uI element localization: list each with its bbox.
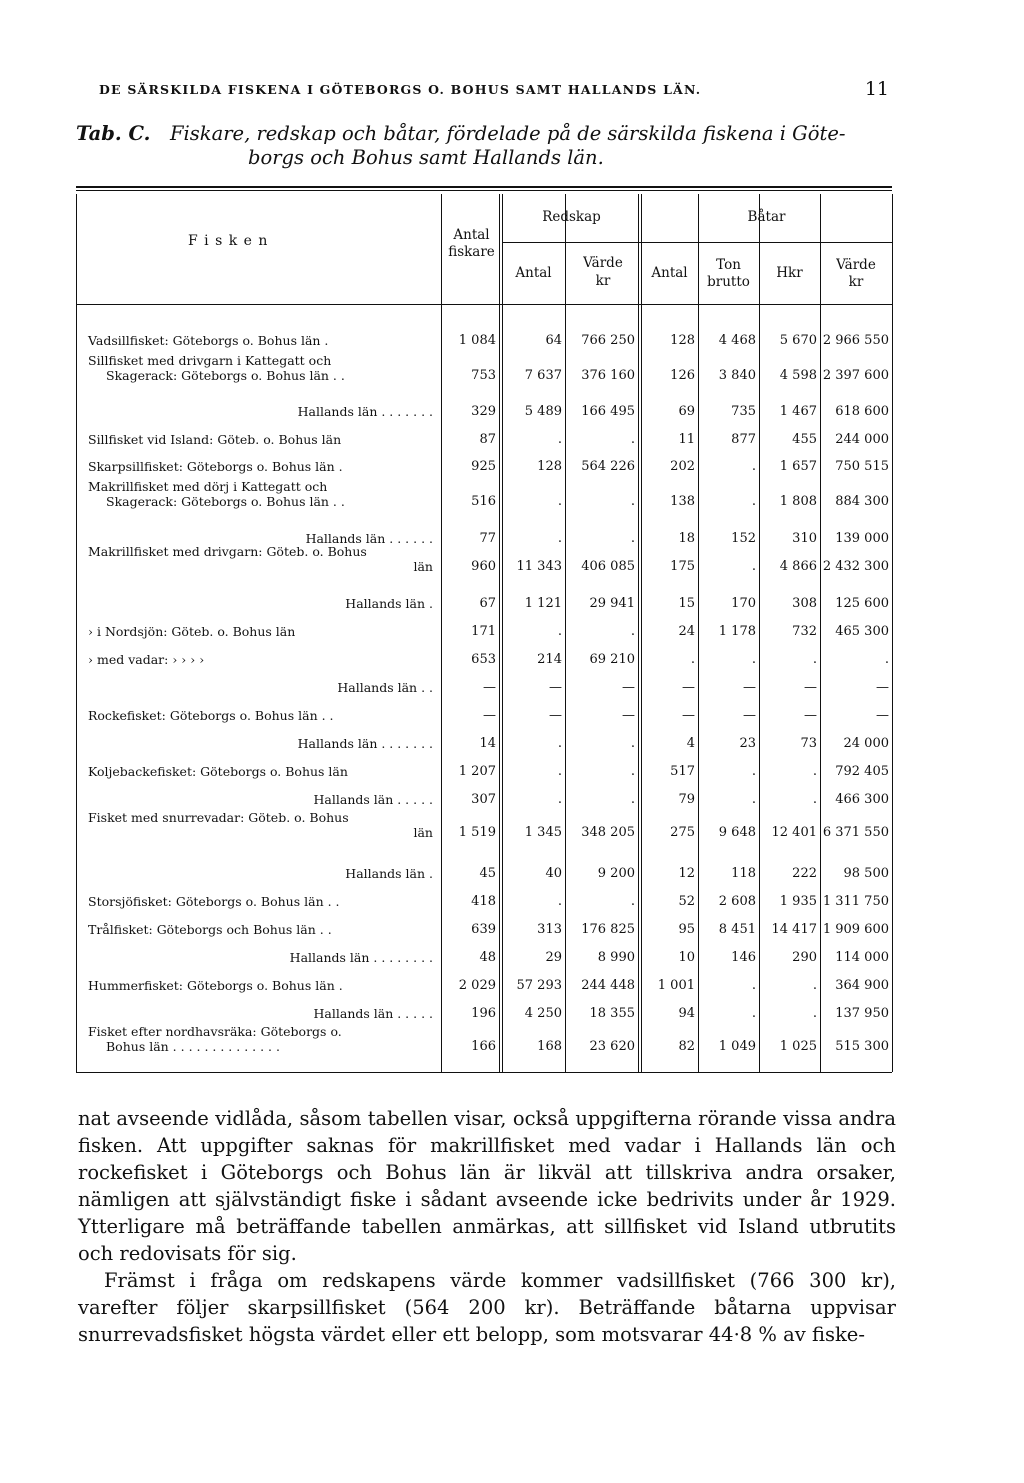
table-cell: 1 467 — [779, 404, 817, 419]
table-cell: 348 205 — [581, 825, 635, 840]
table-cell: 1 121 — [524, 596, 562, 611]
table-cell: 466 300 — [835, 792, 889, 807]
table-cell: 118 — [731, 866, 756, 881]
table-cell: 4 468 — [718, 333, 756, 348]
table-cell: 73 — [800, 736, 817, 751]
table-cell: 1 345 — [524, 825, 562, 840]
header-batar-varde-1: Värde — [836, 257, 876, 273]
table-cell: — — [483, 680, 496, 695]
row-label: Koljebackefisket: Göteborgs o. Bohus län — [88, 764, 348, 779]
column-rule — [76, 194, 77, 1072]
row-label: Hallands län . . . . . — [313, 1006, 433, 1021]
table-cell: 87 — [479, 432, 496, 447]
column-rule-double — [499, 194, 500, 1072]
table-cell: 29 — [545, 950, 562, 965]
header-redskap: Redskap — [542, 209, 601, 225]
table-cell: 406 085 — [581, 559, 635, 574]
table-label: Tab. C. — [76, 122, 151, 145]
table-cell: 960 — [471, 559, 496, 574]
row-label: Hallands län . — [345, 866, 433, 881]
table-cell: . — [630, 432, 635, 447]
table-cell: . — [812, 978, 817, 993]
table-cell: . — [557, 764, 562, 779]
table-cell: . — [557, 432, 562, 447]
row-label: Skagerack: Göteborgs o. Bohus län . . — [106, 368, 345, 383]
table-cell: 23 — [739, 736, 756, 751]
table-cell: 516 — [471, 494, 496, 509]
table-cell: 376 160 — [581, 368, 635, 383]
table-cell: . — [557, 792, 562, 807]
table-cell: . — [557, 736, 562, 751]
table-cell: 1 909 600 — [822, 922, 889, 937]
header-antal-fiskare-1: Antal — [453, 227, 490, 243]
row-label: Skarpsillfisket: Göteborgs o. Bohus län . — [88, 459, 343, 474]
table-cell: 884 300 — [835, 494, 889, 509]
table-cell: 5 670 — [779, 333, 817, 348]
table-cell: 1 311 750 — [822, 894, 889, 909]
table-cell: 69 — [678, 404, 695, 419]
table-cell: 1 207 — [458, 764, 496, 779]
table-cell: 166 — [471, 1039, 496, 1054]
header-antal-fiskare-2: fiskare — [448, 244, 495, 260]
row-label: Hallands län . . . . . . . — [297, 736, 433, 751]
table-cell: 202 — [670, 459, 695, 474]
table-top-rule-2 — [76, 190, 892, 191]
table-cell: 329 — [471, 404, 496, 419]
caption-line-2: borgs och Bohus samt Hallands län. — [248, 146, 604, 169]
row-label: Vadsillfisket: Göteborgs o. Bohus län . — [88, 333, 329, 348]
table-cell: 2 397 600 — [822, 368, 889, 383]
table-cell: 18 — [678, 531, 695, 546]
batar-span-rule — [641, 242, 892, 243]
table-cell: . — [751, 652, 756, 667]
table-cell: 171 — [471, 624, 496, 639]
table-top-rule — [76, 186, 892, 188]
table-cell: 69 210 — [589, 652, 635, 667]
row-label: Storsjöfisket: Göteborgs o. Bohus län . . — [88, 894, 340, 909]
table-cell: 10 — [678, 950, 695, 965]
table-cell: . — [812, 1006, 817, 1021]
table-cell: 12 — [678, 866, 695, 881]
table-cell: . — [557, 894, 562, 909]
table-cell: . — [557, 624, 562, 639]
table-cell: 2 029 — [458, 978, 496, 993]
table-cell: 1 808 — [779, 494, 817, 509]
table-cell: — — [622, 708, 635, 723]
redskap-span-rule — [502, 242, 641, 243]
row-label: Makrillfisket med drivgarn: Göteb. o. Bohus — [88, 544, 367, 559]
row-label: Makrillfisket med dörj i Kattegatt och — [88, 479, 328, 494]
header-redskap-varde-2: kr — [595, 273, 611, 289]
table-cell: 137 950 — [835, 1006, 889, 1021]
table-cell: 418 — [471, 894, 496, 909]
table-cell: 2 608 — [718, 894, 756, 909]
table-cell: 735 — [731, 404, 756, 419]
page-number: 11 — [864, 78, 889, 100]
table-cell: 48 — [479, 950, 496, 965]
table-cell: 1 178 — [718, 624, 756, 639]
table-cell: 168 — [537, 1039, 562, 1054]
table-cell: 6 371 550 — [822, 825, 889, 840]
table-cell: 364 900 — [835, 978, 889, 993]
table-cell: 877 — [731, 432, 756, 447]
table-cell: 244 448 — [581, 978, 635, 993]
table-cell: — — [804, 680, 817, 695]
table-cell: 138 — [670, 494, 695, 509]
table-cell: — — [622, 680, 635, 695]
table-cell: — — [549, 680, 562, 695]
table-cell: 564 226 — [581, 459, 635, 474]
table-cell: 8 990 — [597, 950, 635, 965]
header-batar-varde-2: kr — [848, 274, 864, 290]
table-cell: 4 598 — [779, 368, 817, 383]
table-cell: . — [751, 978, 756, 993]
row-label: Fisket med snurrevadar: Göteb. o. Bohus — [88, 810, 349, 825]
table-cell: . — [630, 531, 635, 546]
table-cell: . — [630, 736, 635, 751]
running-head-title: DE SÄRSKILDA FISKENA I GÖTEBORGS O. BOHUS SAMT HALLANDS LÄN. — [99, 82, 702, 97]
table-cell: 139 000 — [835, 531, 889, 546]
table-cell: . — [630, 764, 635, 779]
table-cell: . — [690, 652, 695, 667]
table-cell: 4 — [686, 736, 695, 751]
table-cell: 925 — [471, 459, 496, 474]
table-cell: 79 — [678, 792, 695, 807]
table-caption — [76, 122, 896, 170]
table-cell: 125 600 — [835, 596, 889, 611]
table-cell: 166 495 — [581, 404, 635, 419]
table-cell: 1 657 — [779, 459, 817, 474]
table-cell: . — [884, 652, 889, 667]
table-cell: 4 250 — [524, 1006, 562, 1021]
table-cell: 8 451 — [718, 922, 756, 937]
statistics-table — [76, 186, 892, 1074]
table-cell: 11 343 — [516, 559, 562, 574]
row-label: Hallands län . . . . . . — [305, 531, 433, 546]
table-cell: 275 — [670, 825, 695, 840]
table-cell: 766 250 — [581, 333, 635, 348]
caption-line-1: Fiskare, redskap och båtar, fördelade på de särskilda fiskena i Göte- — [170, 122, 846, 145]
table-cell: 9 648 — [718, 825, 756, 840]
table-cell: 128 — [537, 459, 562, 474]
row-label: Sillfisket med drivgarn i Kattegatt och — [88, 353, 332, 368]
table-cell: 175 — [670, 559, 695, 574]
body-text — [78, 1105, 896, 1348]
table-cell: 196 — [471, 1006, 496, 1021]
table-cell: 9 200 — [597, 866, 635, 881]
table-cell: — — [876, 708, 889, 723]
paragraph-1: nat avseende vidlåda, såsom tabellen visar, också uppgifterna rörande vissa andra fisken. Att uppgifter saknas för makrillfisket med vadar i Hallands län och rockefisket i Göteborgs och Bohus län är likväl att tillskriva andra orsaker, nämligen att självständigt fiske i sådant avseende icke bedrivits under år 1929. Ytterligare må beträffande tabellen anmärkas, att sillfisket vid Island utbrutits och redovisats för sig. — [78, 1107, 896, 1265]
table-cell: 222 — [792, 866, 817, 881]
table-cell: 176 825 — [581, 922, 635, 937]
header-ton-brutto-1: Ton — [716, 257, 741, 273]
table-cell: 64 — [545, 333, 562, 348]
table-cell: . — [751, 764, 756, 779]
table-cell: — — [804, 708, 817, 723]
table-cell: 5 489 — [524, 404, 562, 419]
row-label: Trålfisket: Göteborgs och Bohus län . . — [88, 922, 332, 937]
header-fisken: F i s k e n — [188, 233, 269, 249]
table-cell: — — [743, 708, 756, 723]
table-cell: 290 — [792, 950, 817, 965]
table-cell: . — [630, 624, 635, 639]
column-rule-double — [638, 194, 639, 1072]
table-cell: . — [812, 652, 817, 667]
table-cell: . — [751, 459, 756, 474]
table-cell: 18 355 — [589, 1006, 635, 1021]
row-label: Hallands län . . — [337, 680, 433, 695]
header-batar-antal: Antal — [651, 265, 688, 281]
row-label: Sillfisket vid Island: Göteb. o. Bohus län — [88, 432, 342, 447]
table-cell: . — [630, 792, 635, 807]
table-cell: 45 — [479, 866, 496, 881]
table-cell: 4 866 — [779, 559, 817, 574]
table-cell: 465 300 — [835, 624, 889, 639]
table-cell: 152 — [731, 531, 756, 546]
table-cell: 455 — [792, 432, 817, 447]
header-batar: Båtar — [747, 209, 786, 225]
row-label: Hallands län . . . . . — [313, 792, 433, 807]
table-cell: 94 — [678, 1006, 695, 1021]
row-label: län — [413, 825, 433, 840]
row-label: Hallands län . . . . . . . . — [289, 950, 433, 965]
table-cell: 15 — [678, 596, 695, 611]
table-cell: 517 — [670, 764, 695, 779]
table-cell: 7 637 — [524, 368, 562, 383]
table-cell: 244 000 — [835, 432, 889, 447]
table-cell: 1 001 — [657, 978, 695, 993]
table-cell: 310 — [792, 531, 817, 546]
header-ton-brutto-2: brutto — [707, 274, 750, 290]
header-redskap-varde-1: Värde — [583, 255, 623, 271]
table-cell: . — [812, 792, 817, 807]
running-head — [99, 78, 889, 102]
row-label: Hummerfisket: Göteborgs o. Bohus län . — [88, 978, 343, 993]
table-cell: . — [751, 792, 756, 807]
table-cell: 313 — [537, 922, 562, 937]
header-hkr: Hkr — [776, 265, 803, 281]
table-cell: 1 084 — [458, 333, 496, 348]
table-cell: 128 — [670, 333, 695, 348]
table-cell: . — [751, 1006, 756, 1021]
table-cell: . — [751, 559, 756, 574]
table-cell: 14 417 — [771, 922, 817, 937]
table-cell: 750 515 — [835, 459, 889, 474]
table-cell: 732 — [792, 624, 817, 639]
table-cell: 3 840 — [718, 368, 756, 383]
table-cell: 40 — [545, 866, 562, 881]
table-cell: . — [751, 494, 756, 509]
table-cell: 308 — [792, 596, 817, 611]
row-label: Rockefisket: Göteborgs o. Bohus län . . — [88, 708, 334, 723]
table-cell: 57 293 — [516, 978, 562, 993]
table-cell: . — [630, 894, 635, 909]
table-cell: 653 — [471, 652, 496, 667]
table-cell: 67 — [479, 596, 496, 611]
row-label: Hallands län . — [345, 596, 433, 611]
table-cell: 114 000 — [835, 950, 889, 965]
table-cell: 24 000 — [843, 736, 889, 751]
row-label: Hallands län . . . . . . . — [297, 404, 433, 419]
table-cell: — — [682, 708, 695, 723]
header-bottom-rule — [76, 304, 892, 305]
header-redskap-antal: Antal — [515, 265, 552, 281]
table-cell: 792 405 — [835, 764, 889, 779]
table-cell: 82 — [678, 1039, 695, 1054]
table-bottom-rule — [76, 1072, 892, 1073]
table-cell: 1 025 — [779, 1039, 817, 1054]
row-label: Bohus län . . . . . . . . . . . . . . — [106, 1039, 280, 1054]
table-cell: 98 500 — [843, 866, 889, 881]
table-cell: 11 — [678, 432, 695, 447]
table-cell: — — [549, 708, 562, 723]
row-label: län — [413, 559, 433, 574]
table-cell: 618 600 — [835, 404, 889, 419]
table-cell: 2 432 300 — [822, 559, 889, 574]
table-cell: . — [557, 494, 562, 509]
table-cell: 1 935 — [779, 894, 817, 909]
column-rule — [892, 194, 893, 1072]
table-cell: . — [630, 494, 635, 509]
table-cell: 29 941 — [589, 596, 635, 611]
table-cell: 639 — [471, 922, 496, 937]
table-cell: 753 — [471, 368, 496, 383]
table-cell: . — [812, 764, 817, 779]
row-label: Skagerack: Göteborgs o. Bohus län . . — [106, 494, 345, 509]
table-cell: . — [557, 531, 562, 546]
table-cell: — — [876, 680, 889, 695]
table-cell: 126 — [670, 368, 695, 383]
paragraph-2: Främst i fråga om redskapens värde kommer vadsillfisket (766 300 kr), varefter följer skarpsillfisket (564 200 kr). Beträffande båtarna uppvisar snurrevadsfisket högsta värdet eller ett belopp, som motsvarar 44·8 % av fiske- — [78, 1269, 896, 1346]
table-cell: 214 — [537, 652, 562, 667]
table-cell: 24 — [678, 624, 695, 639]
table-cell: 95 — [678, 922, 695, 937]
table-cell: 515 300 — [835, 1039, 889, 1054]
table-cell: 12 401 — [771, 825, 817, 840]
table-cell: 170 — [731, 596, 756, 611]
table-cell: — — [682, 680, 695, 695]
row-label: Fisket efter nordhavsräka: Göteborgs o. — [88, 1024, 342, 1039]
table-cell: 52 — [678, 894, 695, 909]
row-label: › i Nordsjön: Göteb. o. Bohus län — [88, 624, 296, 639]
table-cell: 307 — [471, 792, 496, 807]
table-cell: 23 620 — [589, 1039, 635, 1054]
table-cell: 14 — [479, 736, 496, 751]
table-cell: 77 — [479, 531, 496, 546]
table-cell: — — [743, 680, 756, 695]
table-cell: 146 — [731, 950, 756, 965]
table-cell: 1 519 — [458, 825, 496, 840]
table-cell: 1 049 — [718, 1039, 756, 1054]
table-cell: 2 966 550 — [822, 333, 889, 348]
table-cell: — — [483, 708, 496, 723]
row-label: › med vadar: › › › › — [88, 652, 205, 667]
